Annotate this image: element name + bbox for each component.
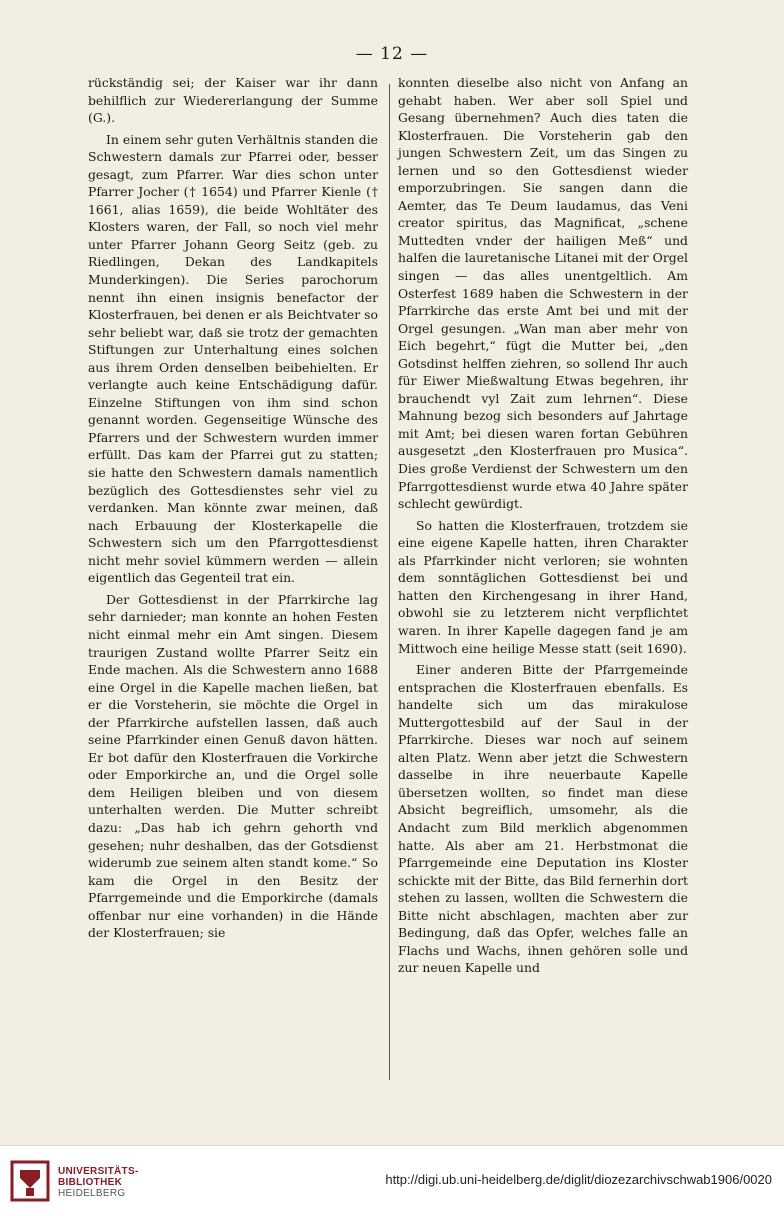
page-number: — 12 — — [355, 44, 429, 64]
library-name — [58, 1166, 139, 1199]
paragraph: So hatten die Klosterfrauen, trotzdem sie eine eigene Kapelle hatten, ihren Charakter als Pfarrkinder nicht verloren; sie wohnten dem sonntäglichen Gottesdienst bei und hatten den Kirchengesang in ihrer Hand, obwohl sie zu letzterem nicht verpflichtet waren. In ihrer Kapelle dagegen fand je am Mittwoch eine heilige Messe statt (seit 1690). — [398, 517, 688, 656]
paragraph: konnten dieselbe also nicht von Anfang an gehabt haben. Wer aber soll Spiel und Gesang übernehmen? Auch dies taten die Klosterfrauen. Die Vorsteherin gab den jungen Schwestern Zeit, um das Singen zu lernen und so den Gottesdienst wieder emporzubringen. Sie sangen dann die Aemter, das Te Deum laudamus, das Veni creator spiritus, das Magnificat, „schene Muttedten vnder der hailigen Meß“ und halfen die lauretanische Litanei mit der Orgel singen — das alles unentgeltlich. Am Osterfest 1689 haben die Schwestern in der Pfarrkirche das erste Amt bei und mit der Orgel gesungen. „Wan man aber mehr von Eich begehrt,“ fügt die Mutter bei, „den Gotsdinst helffen ziehren, so sollend Ihr auch für Eiwer Mießwaltung Etwas begehren, ihr brauchendt vyl Zait zum lehrnen“. Diese Mahnung bezog sich besonders auf Jahrtage mit Amt; bei diesen waren fortan Gebühren ausgesetzt „den Klosterfrauen pro Musica“. Dies große Verdienst der Schwestern um den Pfarrgottesdienst wurde etwa 40 Jahre später schlecht gewürdigt. — [398, 75, 688, 512]
paragraph: Der Gottesdienst in der Pfarrkirche lag sehr darnieder; man konnte an hohen Festen nicht einmal mehr ein Amt singen. Diesem traurigen Zustand wollte Pfarrer Seitz ein Ende machen. Als die Schwestern anno 1688 eine Orgel in die Kapelle machen ließen, bat er die Vorsteherin, sie möchte die Orgel in der Pfarrkirche aufstellen lassen, daß auch seine Pfarrkinder einen Genuß davon hätten. Er bot dafür den Klosterfrauen die Vorkirche oder Emporkirche an, und die Orgel solle dem Heiligen bleiben und von diesem unterhalten werden. Die Mutter schreibt dazu: „Das hab ich gehrn gehorth vnd gesehen; nuhr deshalben, das der Gotsdienst widerumb zue seinem alten standt kome.“ So kam die Orgel in den Besitz der Pfarrgemeinde und die Emporkirche (damals offenbar nur eine vorhanden) in die Hände der Klosterfrauen; sie — [88, 591, 378, 941]
column-divider — [389, 84, 390, 1080]
right-column — [398, 74, 688, 977]
paragraph: In einem sehr guten Verhältnis standen die Schwestern damals zur Pfarrei oder, besser gesagt, zum Pfarrer. War dies schon unter Pfarrer Jocher († 1654) und Pfarrer Kienle († 1661, alias 1659), die beide Wohltäter des Klosters waren, der Fall, so noch viel mehr unter Pfarrer Johann Georg Seitz (geb. zu Riedlingen, Dekan des Landkapitels Munderkingen). Die Series parochorum nennt ihn einen insignis benefactor der Klosterfrauen, bei denen er als Beichtvater so sehr beliebt war, daß sie trotz der gemachten Stiftungen zur Unterhaltung eines solchen aus ihrem Orden denselben beibehielten. Er verlangte auch keine Entschädigung dafür. Einzelne Stiftungen von ihm sind schon genannt worden. Gegenseitige Wünsche des Pfarrers und der Schwestern wurden immer erfüllt. Das kam der Pfarrei gut zu statten; sie hatte den Schwestern damals namentlich bezüglich des Gottesdienstes sehr viel zu verdanken. Man könnte zwar meinen, daß nach Erbauung der Klosterkapelle die Schwestern sich um den Pfarrgottesdienst nicht mehr soviel kümmern werden — allein eigentlich das Gegenteil trat ein. — [88, 131, 378, 586]
university-library-logo-icon — [10, 1160, 50, 1202]
library-name-line: UNIVERSITÄTS- — [58, 1166, 139, 1177]
library-name-line: BIBLIOTHEK — [58, 1177, 123, 1188]
permalink-url[interactable]: http://digi.ub.uni-heidelberg.de/diglit/diozezarchivschwab1906/0020 — [385, 1172, 772, 1187]
paragraph: Einer anderen Bitte der Pfarrgemeinde entsprachen die Klosterfrauen ebenfalls. Es handelte sich um das mirakulose Muttergottesbild auf der Saul in der Pfarrkirche. Dieses war noch auf seinem alten Platz. Wenn aber jetzt die Schwestern dasselbe in ihre neuerbaute Kapelle übersetzen wollten, so findet man diese Absicht begreiflich, umsomehr, als die Andacht zum Bild merklich abgenommen hatte. Als aber am 21. Herbstmonat die Pfarrgemeinde eine Deputation ins Kloster schickte mit der Bitte, das Bild fernerhin dort stehen zu lassen, wollten die Schwestern die Bitte nicht abschlagen, machten aber zur Bedingung, daß das Opfer, welches falle an Flachs und Wachs, ihnen gehören solle und zur neuen Kapelle und — [398, 662, 688, 976]
footer-bar — [0, 1145, 784, 1216]
library-location: HEIDELBERG — [58, 1188, 126, 1199]
left-column — [88, 74, 378, 942]
paragraph: rückständig sei; der Kaiser war ihr dann behilflich zur Wiedererlangung der Summe (G.). — [88, 75, 378, 126]
